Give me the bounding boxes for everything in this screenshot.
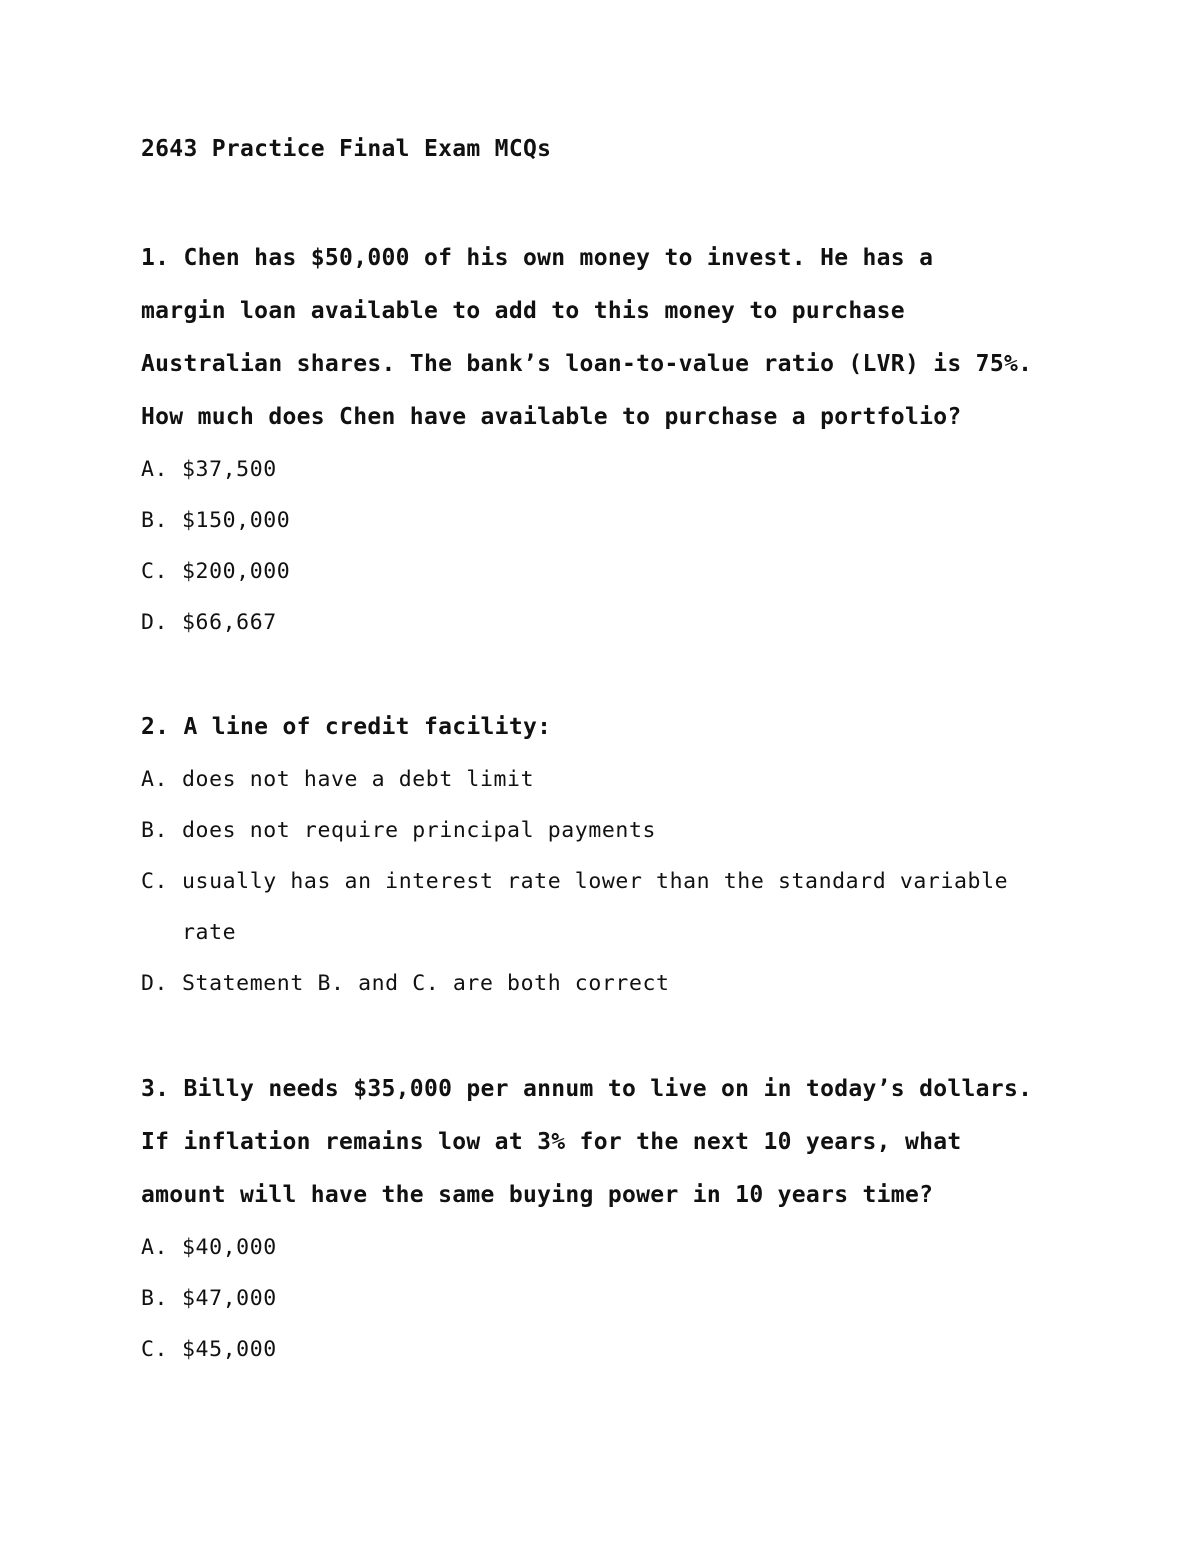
question-stem-line: amount will have the same buying power in 10 years time? [141,1182,934,1208]
option-letter: C. [141,1337,169,1362]
question-stem-line: How much does Chen have available to purchase a portfolio? [141,404,962,430]
option-letter: A. [141,457,169,482]
option-letter: B. [141,508,169,533]
option-text: $150,000 [182,508,291,533]
option-d [141,958,1141,1009]
option-text: $66,667 [182,610,277,635]
option-letter: B. [141,1286,169,1311]
option-text: $37,500 [182,457,277,482]
option-text: usually has an interest rate lower than the standard variable rate [182,869,1009,945]
option-text: $47,000 [182,1286,277,1311]
option-letter: A. [141,767,169,792]
question-stem-line: Australian shares. The bank’s loan-to-value ratio (LVR) is 75%. [141,351,1033,377]
option-letter: D. [141,971,169,996]
question-stem-line: margin loan available to add to this money to purchase [141,298,905,324]
option-text: $40,000 [182,1235,277,1260]
option-list [141,754,1141,1009]
option-letter: D. [141,610,169,635]
option-letter: C. [141,559,169,584]
question-stem-line: 3. Billy needs $35,000 per annum to live on in today’s dollars. [141,1076,1033,1102]
option-text: $200,000 [182,559,291,584]
option-list [141,1222,1141,1375]
question-1 [141,232,1141,648]
option-c [141,856,1141,958]
option-a [141,754,1141,805]
question-stem-line: 1. Chen has $50,000 of his own money to invest. He has a [141,245,934,271]
option-text: Statement B. and C. are both correct [182,971,670,996]
option-d [141,597,1141,648]
option-text: $45,000 [182,1337,277,1362]
question-3 [141,1063,1141,1375]
option-letter: B. [141,818,169,843]
option-a [141,444,1141,495]
document-title: 2643 Practice Final Exam MCQs [141,136,552,162]
option-c [141,1324,1141,1375]
question-stem-line: 2. A line of credit facility: [141,714,552,740]
question-2 [141,701,1141,1009]
option-text: does not require principal payments [182,818,657,843]
option-letter: C. [141,869,169,894]
option-b [141,805,1141,856]
option-text: does not have a debt limit [182,767,535,792]
option-c [141,546,1141,597]
option-b [141,1273,1141,1324]
option-letter: A. [141,1235,169,1260]
option-b [141,495,1141,546]
question-stem-line: If inflation remains low at 3% for the next 10 years, what [141,1129,962,1155]
option-list [141,444,1141,648]
option-a [141,1222,1141,1273]
